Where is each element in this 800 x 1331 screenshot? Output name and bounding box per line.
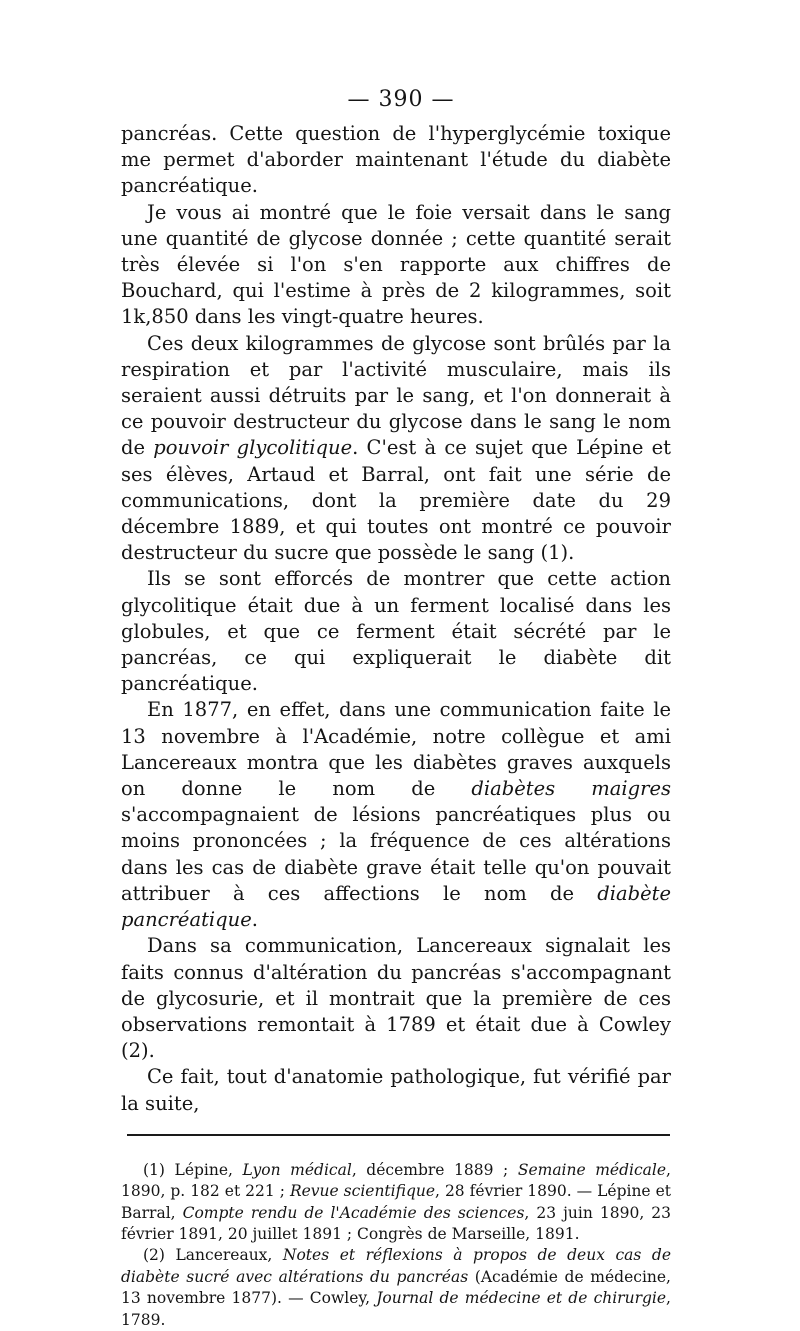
footnote-2-text-b: (Académie de médecine, 13 novembre 1877). — Cowley, [121,1267,671,1308]
footnote-1-text-e: , 23 juin 1890, 23 février 1891, 20 juillet 1891 ; Congrès de Marseille, 1891. [121,1203,671,1243]
paragraph-5-text-c: . [251,908,258,932]
footnote-2 [121,1245,671,1331]
footnote-2-title-b: Journal de médecine et de chirurgie [376,1289,667,1308]
paragraph-5-text-a: En 1877, en effet, dans une communication faite le 13 novembre à l'Académie, notre collègue et ami Lancereaux montra que les diabètes graves auxquels on donne le nom de [121,698,671,801]
footnote-1-text-a: (1) Lépine, [143,1160,243,1179]
footnote-2-text-a: (2) Lancereaux, [143,1246,283,1265]
footnotes [121,1160,671,1331]
paragraph-5-italic-1: diabètes maigres [471,777,672,801]
paragraph-7: Ce fait, tout d'anatomie pathologique, fut vérifié par la suite, [121,1065,671,1115]
paragraph-4: Ils se sont efforcés de montrer que cette action glycolitique était due à un ferment localisé dans les globules, et que ce ferment était sécrété par le pancréas, ce qui expliquerait le diabète dit pancréatique. [121,567,671,696]
paragraph-6: Dans sa communication, Lancereaux signalait les faits connus d'altération du pancréas s'accompagnant de glycosurie, et il montrait que la première de ces observations remontait à 1789 et était due à Cowley (2). [121,934,671,1063]
footnote-1-text-b: , décembre 1889 ; [351,1160,518,1179]
paragraph-3-text-b: . C'est à ce sujet que Lépine et ses élèves, Artaud et Barral, ont fait une série de communications, dont la première date du 29 décembre 1889, et qui toutes ont montré ce pouvoir destructeur du sucre que possède le sang (1). [121,436,671,565]
paragraph-3-italic: pouvoir glycolitique [153,436,353,460]
footnote-1-title-b: Semaine médicale [517,1160,667,1179]
footnote-2-text-c: , 1789. [121,1289,671,1329]
footnote-1-title-d: Compte rendu de l'Académie des sciences [182,1203,525,1222]
footnote-1-text-d: , 28 février 1890. — Lépine et Barral, [121,1182,671,1222]
paragraph-5 [121,697,671,933]
paragraph-2 [121,200,671,331]
footnote-1-text-c: , 1890, p. 182 et 221 ; [121,1160,671,1201]
paragraph-1: pancréas. Cette question de l'hyperglycémie toxique me permet d'aborder maintenant l'étude du diabète pancréatique. [121,122,671,198]
book-page [121,85,671,1331]
page-number: — 390 — [347,87,455,112]
paragraph-5-italic-2: diabète pancréatique [121,881,671,932]
paragraph-2-text: Je vous ai montré que le foie versait dans le sang une quantité de glycose donnée ; cette quantité serait très élevée si l'on s'en rapporte aux chiffres de Bouchard, qui l'estime à près de 2 kilogrammes, soit 1k,850 dans les vingt-quatre heures. [121,200,671,329]
footnote-1-title-a: Lyon médical [242,1160,352,1179]
footnote-1 [121,1160,671,1246]
footnote-2-title-a: Notes et réflexions à propos de deux cas de diabète sucré avec altérations du pancréas [121,1246,671,1286]
footnote-1-title-c: Revue scientifique [289,1182,436,1201]
main-text [121,121,671,1117]
paragraph-3 [121,331,671,567]
paragraph-3-text-a: Ces deux kilogrammes de glycose sont brûlés par la respiration et par l'activité musculaire, mais ils seraient aussi détruits par le sang, et l'on donnerait à ce pouvoir destructeur du glycose dans le sang le nom de [121,331,671,460]
footnote-divider [127,1134,670,1136]
paragraph-5-text-b: s'accompagnaient de lésions pancréatiques plus ou moins prononcées ; la fréquence de ces altérations dans les cas de diabète grave était telle qu'on pouvait attribuer à ces affections le nom de [121,803,671,905]
